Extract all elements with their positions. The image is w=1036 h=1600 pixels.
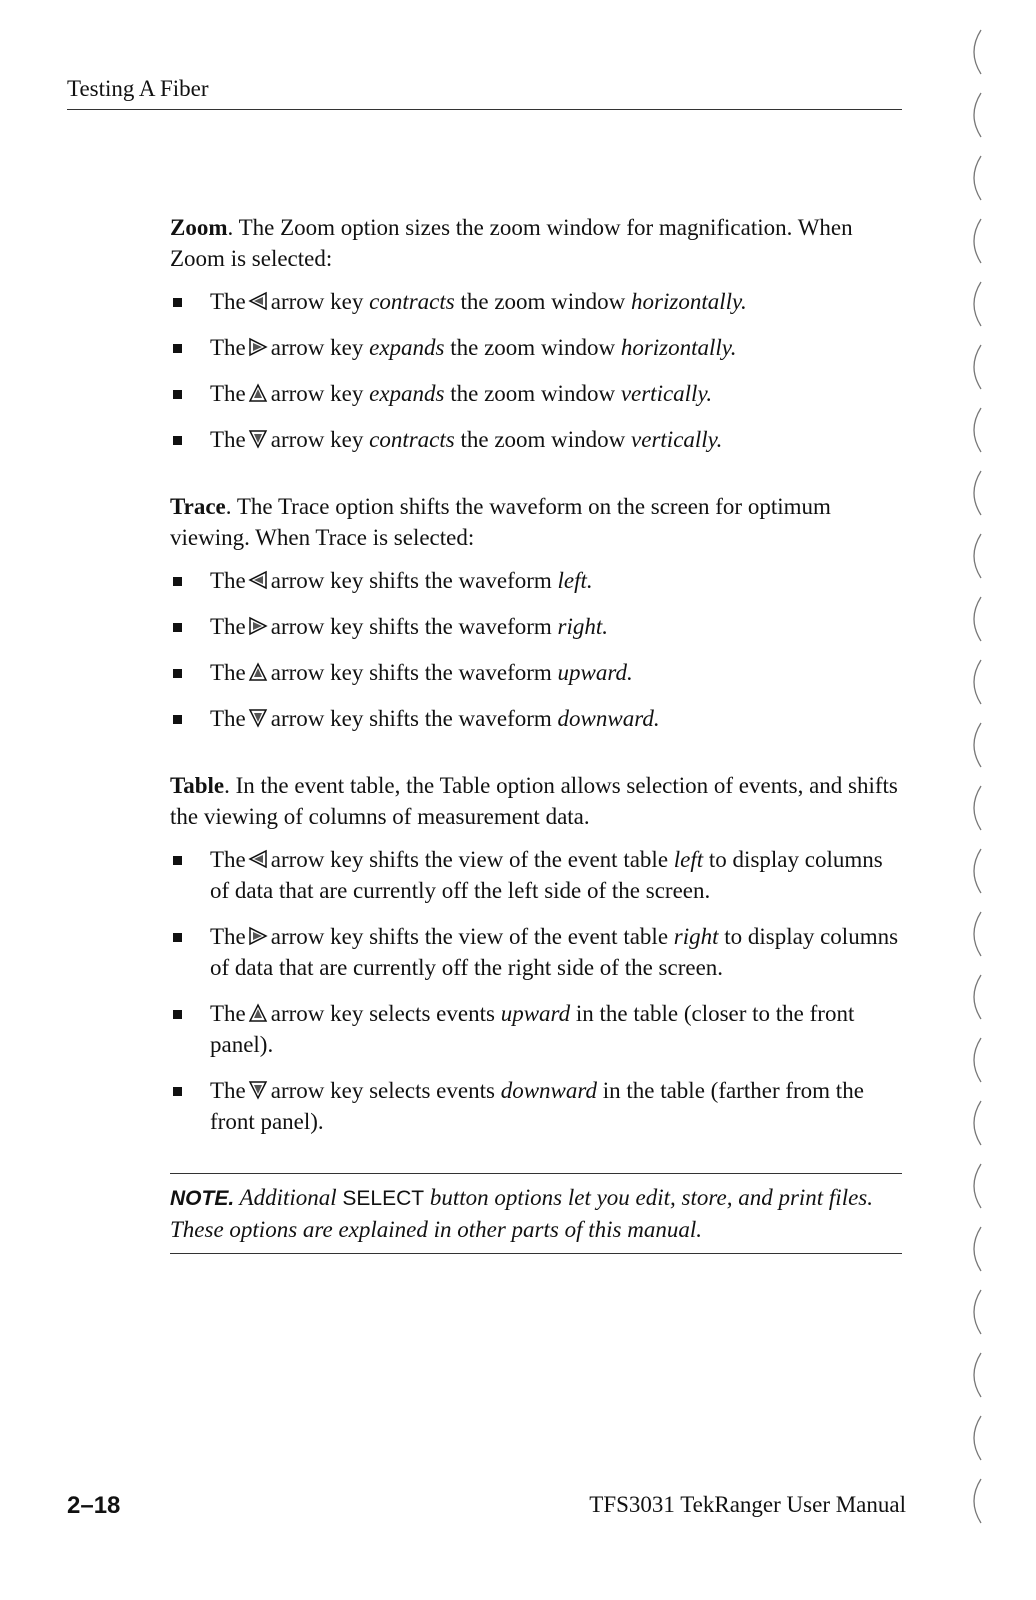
bullet-square xyxy=(173,436,182,445)
bullet-emphasis: contracts xyxy=(369,427,455,452)
bullet-text-mid: arrow key shifts the waveform xyxy=(270,568,552,593)
section-term: Trace xyxy=(170,494,226,519)
bullet-square xyxy=(173,669,182,678)
section-intro xyxy=(170,491,900,553)
binder-ring-mark xyxy=(974,1416,981,1460)
binder-ring-mark xyxy=(974,1479,981,1523)
bullet-text-post: in the table (farther from the front panel). xyxy=(210,1078,864,1134)
bullet-item xyxy=(170,611,900,642)
bullet-text-post: to display columns of data that are currently off the left side of the screen. xyxy=(210,847,883,903)
section-intro-text: . In the event table, the Table option allows selection of events, and shifts the viewing of columns of measurement data. xyxy=(170,773,898,829)
bullet-item xyxy=(170,332,900,363)
bullet-text-pre: The xyxy=(210,335,246,360)
bullet-item xyxy=(170,424,900,455)
note-text-after: button options let you edit, store, and print files. These options are explained in other parts of this manual. xyxy=(170,1185,873,1242)
bullet-emphasis: right. xyxy=(557,614,609,639)
bullet-text-pre: The xyxy=(210,660,246,685)
page-content xyxy=(170,212,900,1254)
up-arrow-icon xyxy=(248,662,268,682)
bullet-emphasis-2: horizontally. xyxy=(631,289,747,314)
binder-ring-mark xyxy=(974,975,981,1019)
bullet-square xyxy=(173,577,182,586)
bullet-text-mid: arrow key shifts the waveform xyxy=(270,614,552,639)
bullet-emphasis: contracts xyxy=(369,289,455,314)
binder-ring-mark xyxy=(974,1290,981,1334)
bullet-text-mid: arrow key shifts the waveform xyxy=(270,660,552,685)
up-arrow-icon xyxy=(248,1003,268,1023)
bullet-list xyxy=(170,286,900,455)
section-intro-text: . The Trace option shifts the waveform on the screen for optimum viewing. When Trace is selected: xyxy=(170,494,831,550)
bullet-emphasis: downward. xyxy=(557,706,660,731)
page-number: 2–18 xyxy=(67,1492,121,1519)
section-intro xyxy=(170,212,900,274)
bullet-text-mid: arrow key xyxy=(270,427,364,452)
binder-ring-mark xyxy=(974,471,981,515)
bullet-text-mid: arrow key xyxy=(270,381,364,406)
binder-ring-mark xyxy=(974,93,981,137)
section-term: Zoom xyxy=(170,215,228,240)
bullet-item xyxy=(170,378,900,409)
bullet-square xyxy=(173,1087,182,1096)
section-term: Table xyxy=(170,773,225,798)
binder-ring-mark xyxy=(974,723,981,767)
bullet-emphasis-2: vertically. xyxy=(631,427,723,452)
binder-ring-mark xyxy=(974,345,981,389)
note-select-word: SELECT xyxy=(342,1187,425,1210)
note-text-before: Additional xyxy=(239,1185,337,1210)
binder-ring-mark xyxy=(974,1227,981,1271)
bullet-text-pre: The xyxy=(210,847,246,872)
binder-ring-marks xyxy=(955,0,1015,1600)
bullet-square xyxy=(173,715,182,724)
bullet-list xyxy=(170,565,900,734)
bullet-emphasis-2: horizontally. xyxy=(620,335,737,360)
bullet-square xyxy=(173,344,182,353)
binder-ring-mark xyxy=(974,597,981,641)
bullet-text-pre: The xyxy=(210,1001,246,1026)
binder-ring-mark xyxy=(974,1353,981,1397)
bullet-item xyxy=(170,844,900,906)
bullet-item xyxy=(170,565,900,596)
bullet-text-post: the zoom window xyxy=(450,335,616,360)
right-arrow-icon xyxy=(248,616,268,636)
bullet-text-pre: The xyxy=(210,381,246,406)
bullet-emphasis: right xyxy=(673,924,719,949)
binder-ring-mark xyxy=(974,1164,981,1208)
bullet-square xyxy=(173,856,182,865)
bullet-item xyxy=(170,998,900,1060)
binder-ring-mark xyxy=(974,660,981,704)
bullet-text-mid: arrow key selects events xyxy=(270,1078,495,1103)
down-arrow-icon xyxy=(248,708,268,728)
bullet-text-mid: arrow key shifts the view of the event table xyxy=(270,847,669,872)
manual-title: TFS3031 TekRanger User Manual xyxy=(589,1492,906,1517)
binder-ring-mark xyxy=(974,156,981,200)
bullet-item xyxy=(170,1075,900,1137)
bullet-text-mid: arrow key shifts the view of the event table xyxy=(270,924,669,949)
bullet-text-post: the zoom window xyxy=(450,381,616,406)
bullet-emphasis: left xyxy=(673,847,704,872)
bullet-text-pre: The xyxy=(210,924,246,949)
binder-ring-mark xyxy=(974,219,981,263)
section-intro-text: . The Zoom option sizes the zoom window for magnification. When Zoom is selected: xyxy=(170,215,853,271)
note-box xyxy=(170,1173,902,1254)
down-arrow-icon xyxy=(248,1080,268,1100)
bullet-text-post: to display columns of data that are currently off the right side of the screen. xyxy=(210,924,899,980)
bullet-emphasis-2: vertically. xyxy=(620,381,713,406)
binder-ring-mark xyxy=(974,912,981,956)
bullet-text-post: in the table (closer to the front panel). xyxy=(210,1001,855,1057)
left-arrow-icon xyxy=(248,570,268,590)
binder-ring-mark xyxy=(974,408,981,452)
bullet-square xyxy=(173,390,182,399)
bullet-item xyxy=(170,657,900,688)
bullet-emphasis: expands xyxy=(369,335,445,360)
binder-ring-mark xyxy=(974,534,981,578)
bullet-square xyxy=(173,623,182,632)
bullet-emphasis: upward xyxy=(500,1001,571,1026)
bullet-emphasis: upward. xyxy=(557,660,633,685)
bullet-item xyxy=(170,703,900,734)
bullet-emphasis: expands xyxy=(369,381,445,406)
left-arrow-icon xyxy=(248,849,268,869)
right-arrow-icon xyxy=(248,337,268,357)
note-label: NOTE. xyxy=(170,1187,235,1210)
bullet-item xyxy=(170,921,900,983)
bullet-square xyxy=(173,1010,182,1019)
running-head: Testing A Fiber xyxy=(67,76,902,110)
down-arrow-icon xyxy=(248,429,268,449)
bullet-text-mid: arrow key xyxy=(270,289,364,314)
section-intro xyxy=(170,770,900,832)
section-zoom xyxy=(170,212,900,455)
bullet-text-pre: The xyxy=(210,568,246,593)
bullet-text-post: the zoom window xyxy=(460,427,626,452)
bullet-text-pre: The xyxy=(210,706,246,731)
bullet-emphasis: downward xyxy=(500,1078,597,1103)
bullet-emphasis: left. xyxy=(557,568,593,593)
right-arrow-icon xyxy=(248,926,268,946)
bullet-square xyxy=(173,298,182,307)
binder-rings-graphic xyxy=(955,0,1015,1600)
bullet-text-pre: The xyxy=(210,1078,246,1103)
binder-ring-mark xyxy=(974,849,981,893)
left-arrow-icon xyxy=(248,291,268,311)
bullet-text-mid: arrow key shifts the waveform xyxy=(270,706,552,731)
section-trace xyxy=(170,491,900,734)
binder-ring-mark xyxy=(974,30,981,74)
bullet-text-pre: The xyxy=(210,289,246,314)
binder-ring-mark xyxy=(974,1038,981,1082)
binder-ring-mark xyxy=(974,282,981,326)
binder-ring-mark xyxy=(974,1101,981,1145)
bullet-text-post: the zoom window xyxy=(460,289,626,314)
bullet-text-pre: The xyxy=(210,427,246,452)
bullet-text-pre: The xyxy=(210,614,246,639)
bullet-text-mid: arrow key xyxy=(270,335,364,360)
bullet-text-mid: arrow key selects events xyxy=(270,1001,495,1026)
section-table xyxy=(170,770,900,1137)
binder-ring-mark xyxy=(974,786,981,830)
up-arrow-icon xyxy=(248,383,268,403)
bullet-item xyxy=(170,286,900,317)
bullet-list xyxy=(170,844,900,1137)
bullet-square xyxy=(173,933,182,942)
